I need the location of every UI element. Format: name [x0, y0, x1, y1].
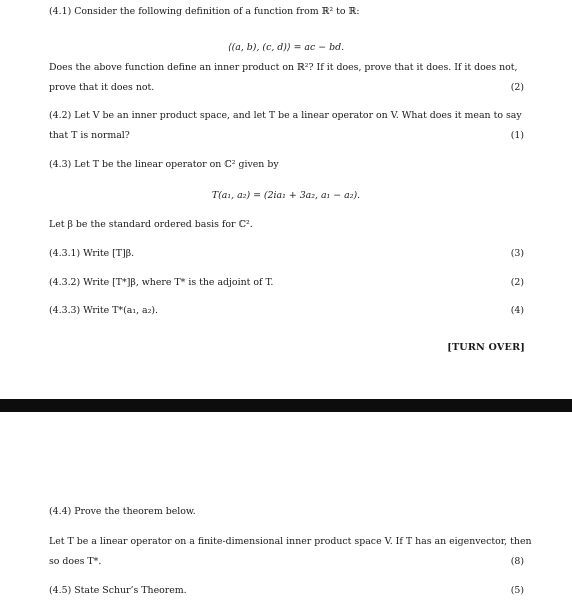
q43-basis: Let β be the standard ordered basis for ℂ².: [49, 219, 253, 230]
q433-text: (4.3.3) Write T*(a₁, a₂).: [49, 305, 159, 316]
q431-marks: (3): [510, 248, 524, 259]
q41-marks: (2): [510, 82, 524, 93]
q432-marks: (2): [510, 277, 524, 288]
turn-over-label: [TURN OVER]: [447, 342, 525, 353]
q42-line2: that T is normal?: [49, 130, 130, 141]
q43-formula: T(a₁, a₂) = (2ia₁ + 3a₂, a₁ − a₂).: [211, 190, 361, 201]
page-separator: [0, 399, 572, 412]
q44-line2: so does T*.: [49, 556, 102, 567]
q44-marks: (8): [510, 556, 524, 567]
q433-marks: (4): [510, 305, 524, 316]
q41-question-line1: Does the above function define an inner product on ℝ²? If it does, prove that it does. If it does not,: [49, 62, 518, 73]
q44-intro: (4.4) Prove the theorem below.: [49, 506, 196, 517]
q42-line1: (4.2) Let V be an inner product space, and let T be a linear operator on V. What does it mean to say: [49, 110, 522, 121]
q43-intro: (4.3) Let T be the linear operator on ℂ² given by: [49, 159, 279, 170]
q42-marks: (1): [510, 130, 524, 141]
q41-question-line2: prove that it does not.: [49, 82, 155, 93]
q431-text: (4.3.1) Write [T]β.: [49, 248, 135, 259]
q44-line1: Let T be a linear operator on a finite-dimensional inner product space V. If T has an eigenvector, then: [49, 536, 532, 547]
q432-text: (4.3.2) Write [T*]β, where T* is the adjoint of T.: [49, 277, 274, 288]
q45-marks: (5): [510, 585, 524, 596]
q41-formula: ⟨(a, b), (c, d)⟩ = ac − bd.: [227, 42, 345, 53]
q41-intro: (4.1) Consider the following definition of a function from ℝ² to ℝ:: [49, 6, 360, 17]
q45-text: (4.5) State Schur’s Theorem.: [49, 585, 187, 596]
exam-page-bottom: [0, 412, 572, 609]
